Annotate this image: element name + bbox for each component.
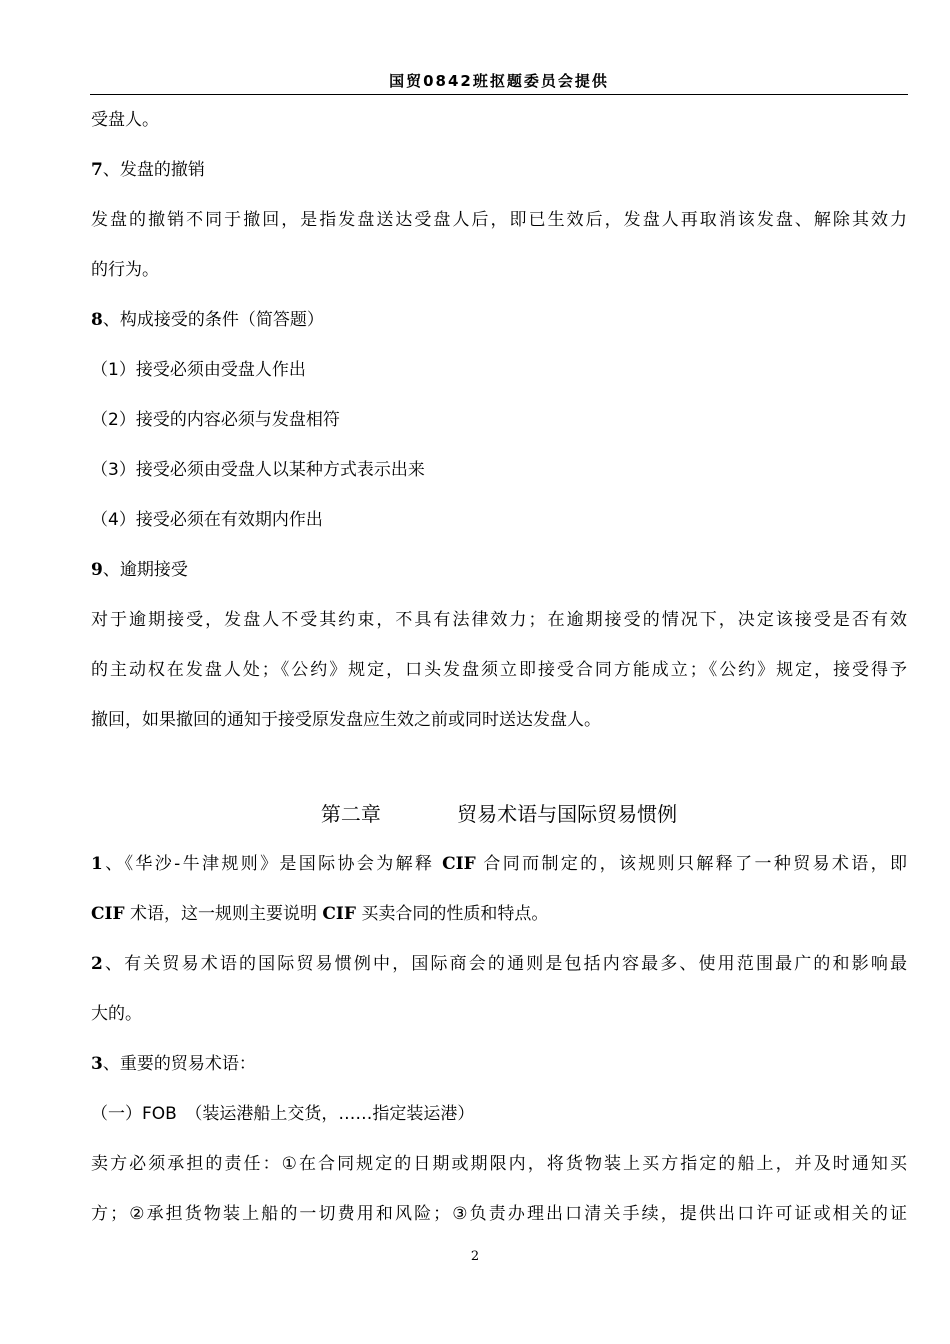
item-number: 8 [91,310,103,330]
line-text: （2）接受的内容必须与发盘相符 [91,410,340,430]
line-text: 发盘的撤销不同于撤回，是指发盘送达受盘人后，即已生效后，发盘人再取消该发盘、解除其效力 [91,210,907,230]
paragraph-line [91,203,907,253]
paragraph-line [91,603,907,653]
line-text: 受盘人。 [91,110,159,130]
paragraph-line [91,503,907,553]
line-text: 撤回，如果撤回的通知于接受原发盘应生效之前或同时送达发盘人。 [91,710,601,730]
paragraph-line [91,353,907,403]
line-text: （1）接受必须由受盘人作出 [91,360,306,380]
paragraph-line [91,703,907,753]
chapter-heading [91,797,907,847]
paragraph-line: 卖方必须承担的责任：①在合同规定的日期或期限内，将货物装上买方指定的船上，并及时通知买 [91,1154,907,1174]
section-offer-acceptance [91,103,907,753]
paragraph-line: 大的。 [91,1004,142,1024]
paragraph-line: CIF 术语，这一规则主要说明 CIF 买卖合同的性质和特点。 [91,904,549,924]
section-trade-terms [91,847,907,1247]
paragraph-line [91,303,907,353]
paragraph-line: 2、有关贸易术语的国际贸易惯例中，国际商会的通则是包括内容最多、使用范围最广的和影响最 [91,954,907,974]
paragraph-line: 1、《华沙-牛津规则》是国际协会为解释 CIF 合同而制定的，该规则只解释了一种贸易术语，即 [91,854,907,874]
chapter-title: 贸易术语与国际贸易惯例 [457,802,678,826]
paragraph-line [91,103,907,153]
paragraph-line: （一）FOB （装运港船上交货，……指定装运港） [91,1104,475,1124]
page-header: 国贸0842班抠题委员会提供 [389,72,609,90]
line-text: （4）接受必须在有效期内作出 [91,510,323,530]
paragraph-line [91,153,907,203]
header-rule [90,94,908,95]
line-text: （3）接受必须由受盘人以某种方式表示出来 [91,460,425,480]
section-gap [91,753,907,797]
paragraph-line [91,453,907,503]
paragraph-line [91,553,907,603]
paragraph-line [91,253,907,303]
document-body [91,103,907,1247]
line-text: 对于逾期接受，发盘人不受其约束，不具有法律效力；在逾期接受的情况下，决定该接受是否有效 [91,610,907,630]
line-text: 、构成接受的条件（简答题） [102,310,324,330]
chapter-label: 第二章 [320,802,381,826]
page-number: 2 [470,1249,480,1264]
item-number: 9 [91,560,103,580]
line-text: 、发盘的撤销 [102,160,205,180]
line-text: 的行为。 [91,260,159,280]
paragraph-line: 3、重要的贸易术语： [91,1054,256,1074]
paragraph-line: 方；②承担货物装上船的一切费用和风险；③负责办理出口清关手续，提供出口许可证或相关的证 [91,1204,907,1224]
item-number: 7 [91,160,103,180]
paragraph-line [91,653,907,703]
line-text: 、逾期接受 [102,560,188,580]
line-text: 的主动权在发盘人处；《公约》规定，口头发盘须立即接受合同方能成立；《公约》规定，接受得予 [91,660,907,680]
paragraph-line [91,403,907,453]
